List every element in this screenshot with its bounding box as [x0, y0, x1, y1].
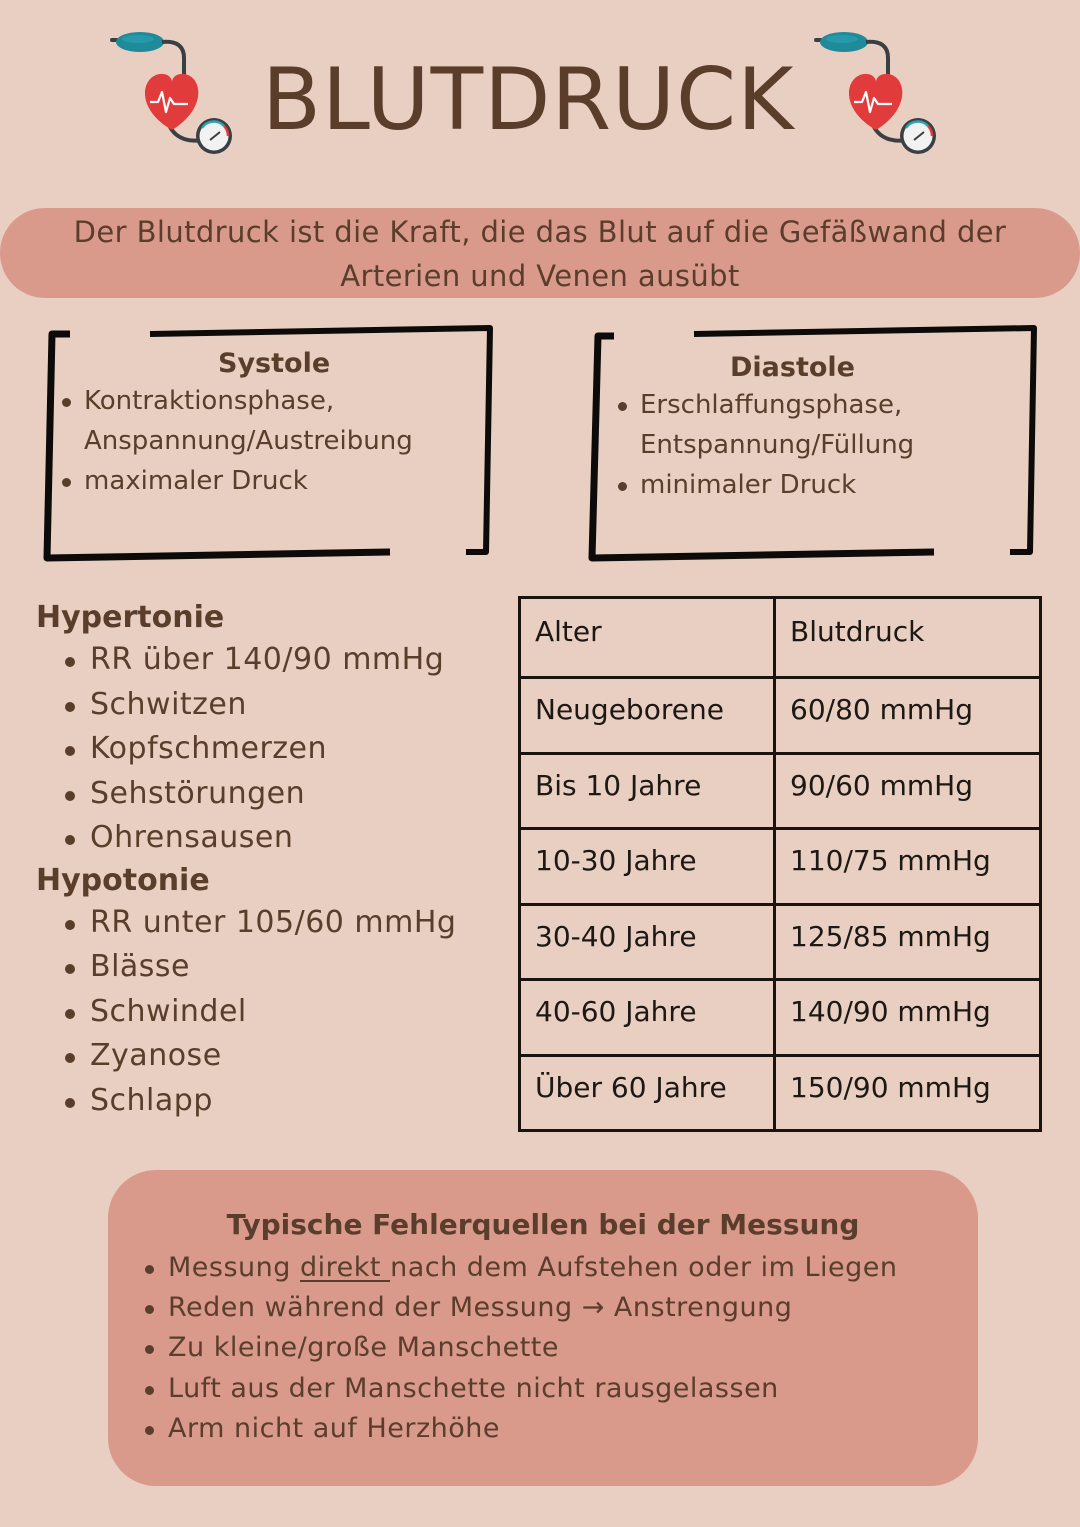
blood-pressure-table	[518, 596, 1042, 1132]
list-item: RR über 140/90 mmHg	[36, 638, 506, 683]
list-item: Schwindel	[36, 990, 506, 1035]
table-row: Bis 10 Jahre 90/60 mmHg	[520, 753, 1041, 829]
list-item: RR unter 105/60 mmHg	[36, 901, 506, 946]
systole-list	[58, 381, 500, 501]
definition-banner	[0, 208, 1080, 298]
list-item: Kopfschmerzen	[36, 727, 506, 772]
error-sources-box	[108, 1170, 978, 1486]
list-item: Reden während der Messung → Anstrengung	[142, 1288, 898, 1328]
table-row: 30-40 Jahre 125/85 mmHg	[520, 904, 1041, 980]
table-header-row	[520, 598, 1041, 678]
definition-line-2: Arterien und Venen ausübt	[340, 259, 740, 293]
list-item: Kontraktionsphase, Anspannung/Austreibung	[58, 381, 500, 461]
list-item: Schwitzen	[36, 683, 506, 728]
list-item: Ohrensausen	[36, 816, 506, 861]
hypotonie-list	[36, 901, 506, 1124]
list-item: Sehstörungen	[36, 772, 506, 817]
table-row: 10-30 Jahre 110/75 mmHg	[520, 829, 1041, 905]
diastole-list	[614, 385, 1044, 505]
hypertonie-heading: Hypertonie	[36, 600, 225, 635]
definition-line-1: Der Blutdruck ist die Kraft, die das Blut auf die Gefäßwand der	[73, 215, 1007, 249]
blood-pressure-monitor-icon	[808, 28, 948, 158]
list-item: Schlapp	[36, 1079, 506, 1124]
diastole-box	[584, 322, 1044, 562]
systole-box	[40, 322, 500, 562]
table-row: Neugeborene 60/80 mmHg	[520, 678, 1041, 754]
list-item: maximaler Druck	[58, 461, 500, 501]
blood-pressure-monitor-icon	[104, 28, 244, 158]
hypertonie-list	[36, 638, 506, 861]
header-age: Alter	[520, 598, 775, 678]
list-item: Zyanose	[36, 1034, 506, 1079]
emphasis-underline: direkt	[300, 1252, 391, 1283]
diastole-title: Diastole	[730, 352, 855, 383]
hypotonie-heading: Hypotonie	[36, 862, 210, 898]
list-item: Erschlaffungsphase, Entspannung/Füllung	[614, 385, 1044, 465]
list-item: minimaler Druck	[614, 465, 1044, 505]
page-title: BLUTDRUCK	[262, 50, 795, 150]
error-sources-title: Typische Fehlerquellen bei der Messung	[226, 1208, 860, 1241]
table-row: 40-60 Jahre 140/90 mmHg	[520, 980, 1041, 1056]
header-blood-pressure: Blutdruck	[775, 598, 1041, 678]
error-sources-list	[142, 1248, 898, 1449]
list-item: Messung direkt nach dem Aufstehen oder im Liegen	[142, 1248, 898, 1288]
list-item: Luft aus der Manschette nicht rausgelassen	[142, 1369, 898, 1409]
symptoms-section	[36, 598, 506, 1123]
list-item: Arm nicht auf Herzhöhe	[142, 1409, 898, 1449]
list-item: Blässe	[36, 945, 506, 990]
systole-title: Systole	[218, 348, 331, 379]
table-row: Über 60 Jahre 150/90 mmHg	[520, 1055, 1041, 1131]
list-item: Zu kleine/große Manschette	[142, 1328, 898, 1368]
